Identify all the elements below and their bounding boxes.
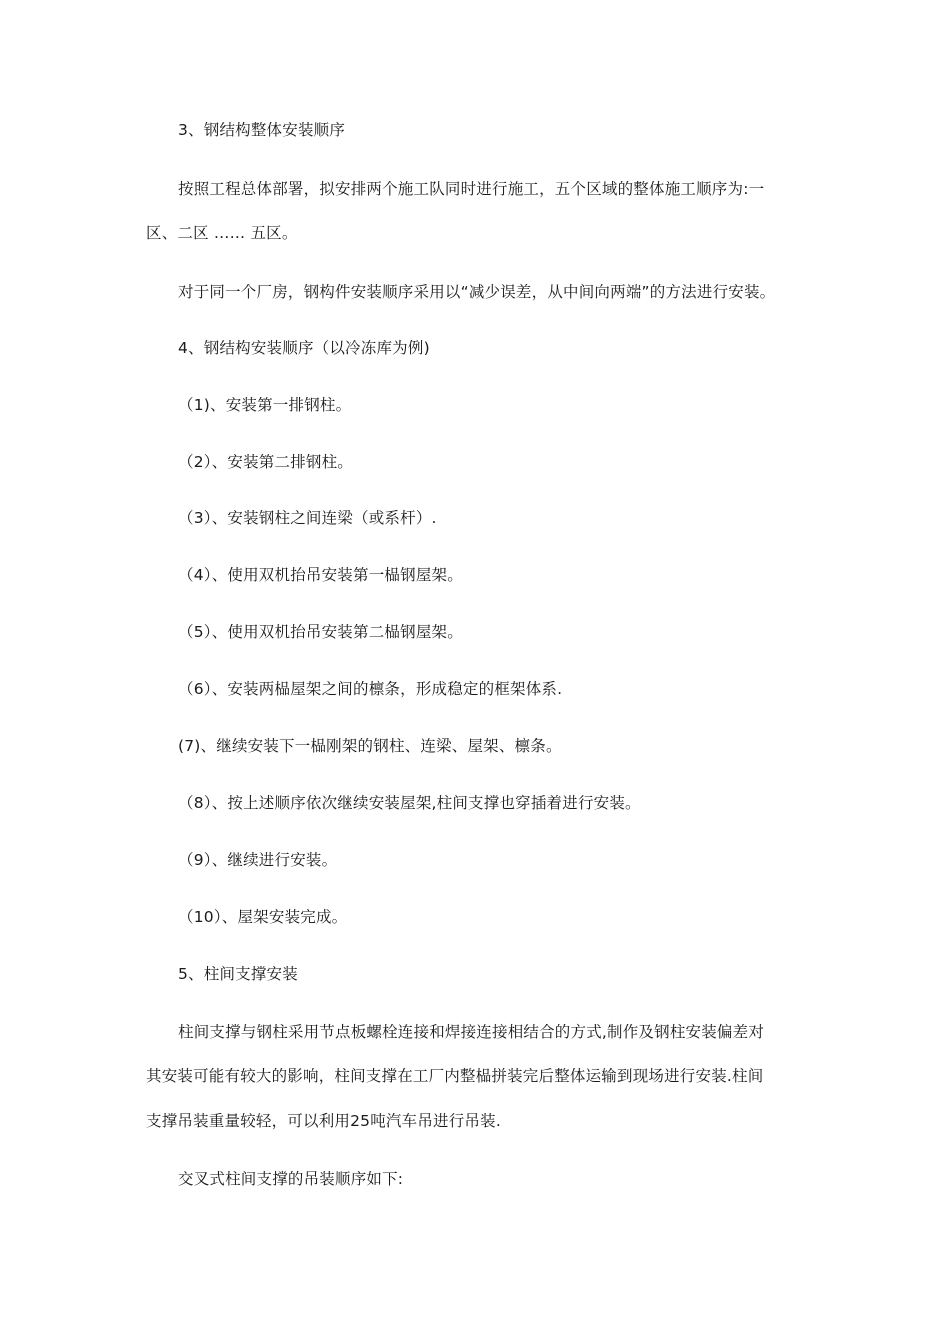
list-item: （1)、安装第一排钢柱。 <box>178 396 352 414</box>
paragraph-line: 支撑吊装重量较轻，可以利用25吨汽车吊进行吊装. <box>146 1112 501 1130</box>
paragraph-line: 其安装可能有较大的影响，柱间支撑在工厂内整榀拼装完后整体运输到现场进行安装.柱间 <box>146 1067 764 1085</box>
list-item: （9）、继续进行安装。 <box>178 851 338 869</box>
paragraph-line: 按照工程总体部署，拟安排两个施工队同时进行施工，五个区域的整体施工顺序为:一 <box>178 180 765 198</box>
list-item: （5）、使用双机抬吊安装第二榀钢屋架。 <box>178 623 463 641</box>
list-item: （10）、屋架安装完成。 <box>178 908 348 926</box>
list-item: （3）、安装钢柱之间连梁（或系杆）. <box>178 509 437 527</box>
paragraph-line: 区、二区 …… 五区。 <box>146 224 298 242</box>
section-heading-4: 4、钢结构安装顺序（以冷冻库为例) <box>178 339 430 357</box>
list-item: （2）、安装第二排钢柱。 <box>178 453 354 471</box>
section-heading-5: 5、柱间支撑安装 <box>178 965 298 983</box>
list-item: （8）、按上述顺序依次继续安装屋架,柱间支撑也穿插着进行安装。 <box>178 794 641 812</box>
list-item: (7)、继续安装下一榀刚架的钢柱、连梁、屋架、檩条。 <box>178 737 562 755</box>
paragraph-line: 交叉式柱间支撑的吊装顺序如下: <box>178 1170 404 1188</box>
section-heading-3: 3、钢结构整体安装顺序 <box>178 121 346 139</box>
list-item: （6）、安装两榀屋架之间的檩条，形成稳定的框架体系. <box>178 680 563 698</box>
paragraph-line: 对于同一个厂房，钢构件安装顺序采用以“减少误差，从中间向两端”的方法进行安装。 <box>178 283 776 301</box>
paragraph-line: 柱间支撑与钢柱采用节点板螺栓连接和焊接连接相结合的方式,制作及钢柱安装偏差对 <box>178 1023 765 1041</box>
list-item: （4）、使用双机抬吊安装第一榀钢屋架。 <box>178 566 463 584</box>
